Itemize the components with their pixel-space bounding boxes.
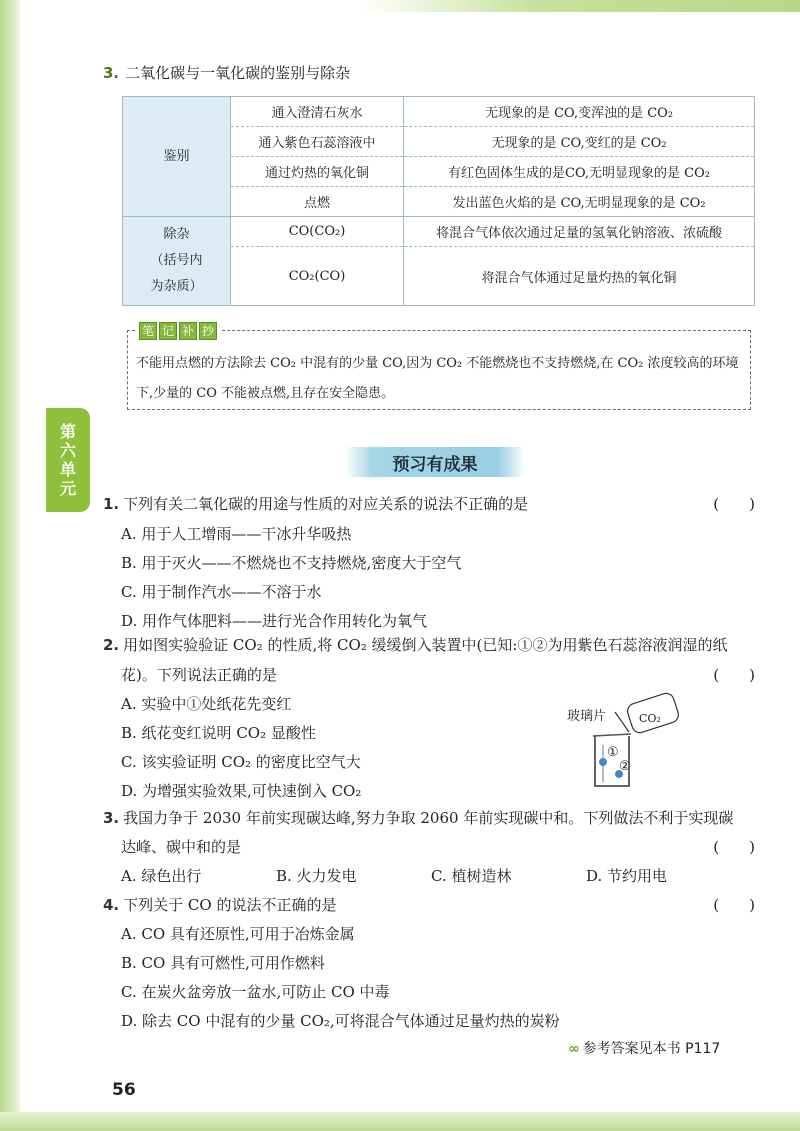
option: B. 纸花变红说明 CO₂ 显酸性 (121, 724, 316, 742)
method-cell: 通入紫色石蕊溶液中 (231, 127, 404, 157)
identify-group-label: 鉴别 (123, 97, 231, 217)
result-cell: 无现象的是 CO,变浑浊的是 CO₂ (404, 97, 755, 127)
section-banner: 预习有成果 (345, 447, 525, 477)
co2-label: CO₂ (639, 712, 661, 725)
notes-label-char: 笔 (139, 322, 157, 340)
section-title: 二氧化碳与一氧化碳的鉴别与除杂 (125, 64, 351, 82)
unit-tab (46, 408, 90, 512)
question-1-stem (103, 489, 755, 519)
option: A. 用于人工增雨——干冰升华吸热 (121, 525, 352, 543)
notes-label-char: 抄 (199, 322, 217, 340)
option: D. 除去 CO 中混有的少量 CO₂,可将混合气体通过足量灼热的炭粉 (121, 1012, 560, 1030)
answer-paren: ( ) (713, 666, 755, 684)
remove-label: 除杂 (163, 227, 190, 242)
notes-label (135, 322, 221, 340)
result-cell: 发出蓝色火焰的是 CO,无明显现象的是 CO₂ (404, 187, 755, 217)
unit-tab-char: 元 (59, 479, 76, 498)
option: C. 用于制作汽水——不溶于水 (121, 583, 322, 601)
comparison-table (122, 96, 755, 306)
result-cell: 将混合气体通过足量灼热的氧化铜 (404, 247, 755, 306)
question-text: 花)。下列说法正确的是 (121, 666, 277, 684)
page-number: 56 (112, 1080, 136, 1100)
bottom-edge-decoration (0, 1112, 800, 1131)
remove-group-label (123, 217, 231, 306)
question-number: 1. (103, 495, 120, 513)
question-2-stem-line2 (121, 660, 755, 690)
question-number: 2. (103, 636, 120, 654)
option: B. 用于灭火——不燃烧也不支持燃烧,密度大于空气 (121, 554, 462, 572)
method-cell: CO₂(CO) (231, 247, 404, 306)
glass-label: 玻璃片 (567, 709, 607, 724)
answer-paren: ( ) (713, 495, 755, 513)
question-text: 用如图实验验证 CO₂ 的性质,将 CO₂ 缓缓倒入装置中(已知:①②为用紫色石蕊溶液润湿的纸 (123, 636, 728, 654)
option: D. 节约用电 (586, 867, 668, 885)
result-cell: 无现象的是 CO,变红的是 CO₂ (404, 127, 755, 157)
option: C. 在炭火盆旁放一盆水,可防止 CO 中毒 (121, 983, 390, 1001)
answer-reference-text: 参考答案见本书 P117 (582, 1041, 721, 1057)
unit-tab-char: 单 (59, 460, 76, 479)
remove-label-note2: 为杂质） (150, 279, 203, 294)
question-text: 我国力争于 2030 年前实现碳达峰,努力争取 2060 年前实现碳中和。下列做法不利于实现碳 (123, 809, 734, 827)
question-3-stem (103, 803, 755, 833)
option: B. 火力发电 (276, 867, 357, 885)
answer-paren: ( ) (713, 838, 755, 856)
question-text: 下列有关二氧化碳的用途与性质的对应关系的说法不正确的是 (123, 495, 529, 513)
result-cell: 有红色固体生成的是CO,无明显现象的是 CO₂ (404, 157, 755, 187)
option: A. 绿色出行 (121, 867, 202, 885)
options-row (121, 861, 741, 891)
unit-tab-char: 六 (59, 441, 76, 460)
method-cell: 通过灼热的氧化铜 (231, 157, 404, 187)
question-text: 下列关于 CO 的说法不正确的是 (123, 896, 337, 914)
notes-label-char: 补 (179, 322, 197, 340)
option: D. 用作气体肥料——进行光合作用转化为氧气 (121, 612, 428, 630)
page-edge-decoration (0, 0, 20, 1131)
question-4-stem (103, 890, 755, 920)
experiment-figure (567, 690, 687, 790)
option: C. 该实验证明 CO₂ 的密度比空气大 (121, 753, 361, 771)
table-row (123, 217, 755, 247)
method-cell: 点燃 (231, 187, 404, 217)
question-3-stem-line2 (121, 832, 755, 862)
notes-text: 不能用点燃的方法除去 CO₂ 中混有的少量 CO,因为 CO₂ 不能燃烧也不支持燃烧,在 CO₂ 浓度较高的环境下,少量的 CO 不能被点燃,且存在安全隐患。 (136, 356, 739, 401)
section-heading (103, 62, 350, 83)
table-row (123, 97, 755, 127)
option: B. CO 具有可燃性,可用作燃料 (121, 954, 325, 972)
remove-label-note: （括号内 (150, 253, 203, 268)
question-number: 3. (103, 809, 120, 827)
mark-2: ② (619, 759, 631, 774)
notes-label-char: 记 (159, 322, 177, 340)
answer-reference (568, 1038, 720, 1058)
method-cell: CO(CO₂) (231, 217, 404, 247)
method-cell: 通入澄清石灰水 (231, 97, 404, 127)
link-icon: ∞ (568, 1041, 580, 1057)
paper-flower-1 (599, 758, 607, 766)
option: A. 实验中①处纸花先变红 (121, 695, 292, 713)
unit-tab-char: 第 (59, 422, 76, 441)
section-number: 3. (103, 64, 120, 82)
result-cell: 将混合气体依次通过足量的氢氧化钠溶液、浓硫酸 (404, 217, 755, 247)
top-edge-decoration (360, 0, 800, 12)
option: A. CO 具有还原性,可用于冶炼金属 (121, 925, 355, 943)
question-2-stem (103, 630, 755, 660)
glass-plate (593, 734, 631, 736)
question-text: 达峰、碳中和的是 (121, 838, 242, 856)
answer-paren: ( ) (713, 896, 755, 914)
pointer-line (615, 712, 629, 732)
option: D. 为增强实验效果,可快速倒入 CO₂ (121, 782, 362, 800)
mark-1: ① (607, 745, 619, 760)
question-number: 4. (103, 896, 120, 914)
option: C. 植树造林 (431, 867, 512, 885)
